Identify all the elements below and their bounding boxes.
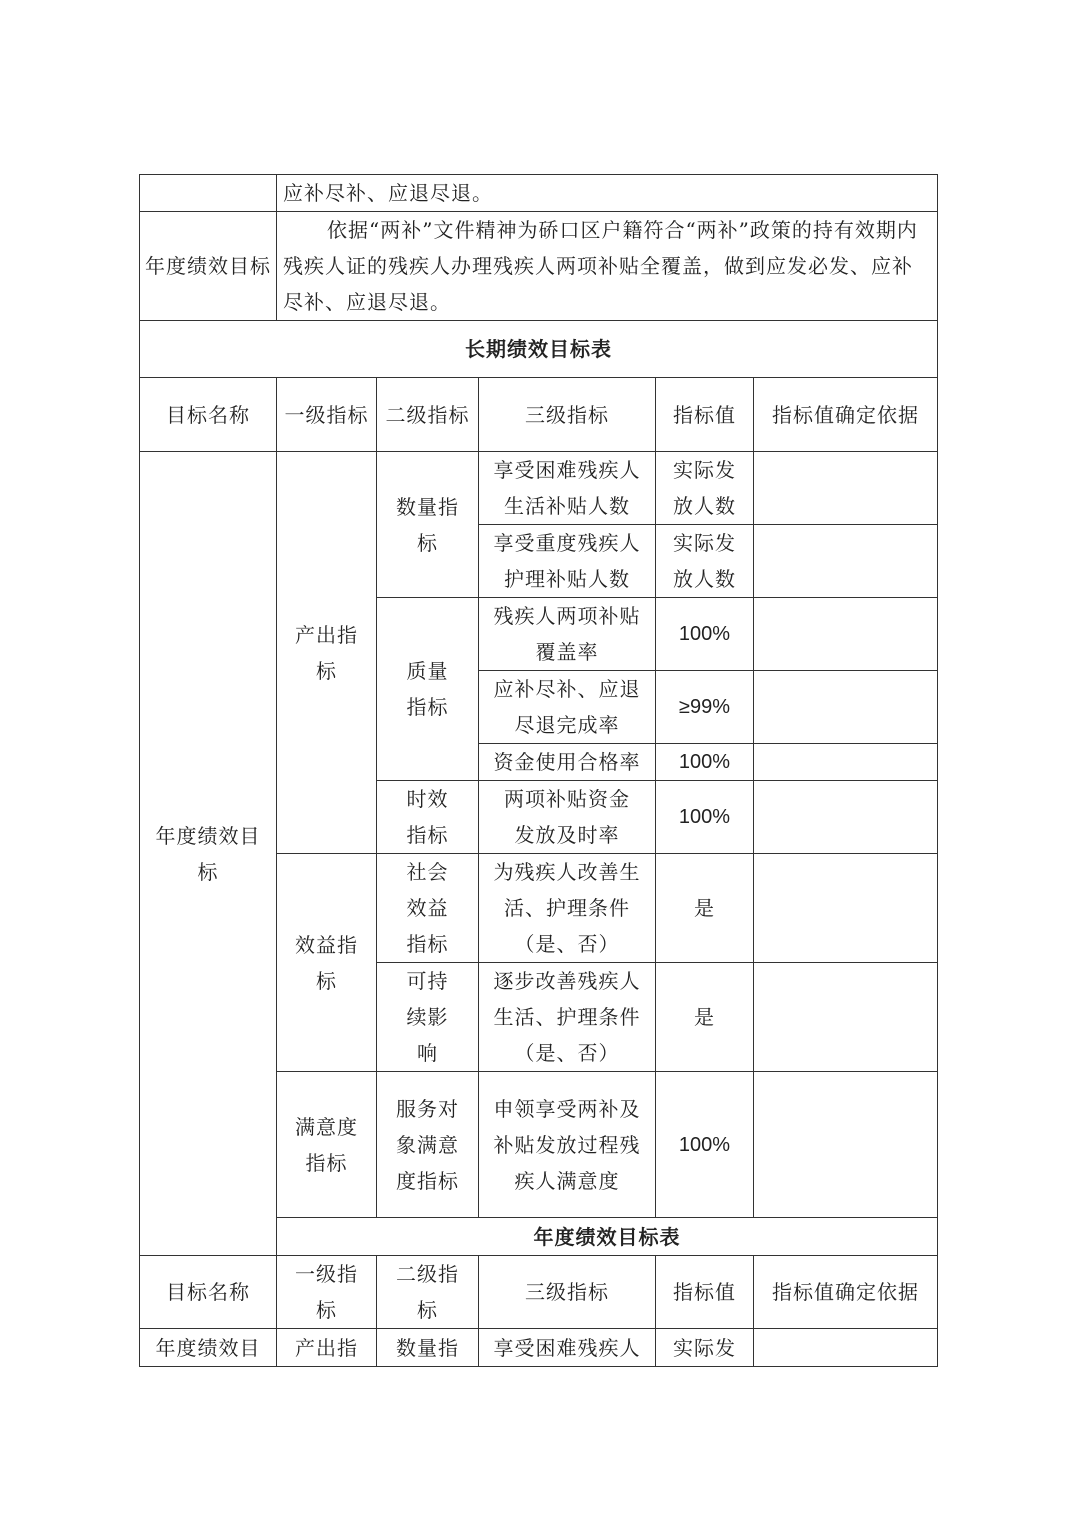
value-cell: ≥99% [656, 671, 754, 744]
partial-level2: 数量指 [377, 1329, 479, 1367]
level1-benefit: 效益指标 [277, 854, 377, 1072]
level2-quality: 质量指标 [377, 598, 479, 781]
value-cell: 实际发放人数 [656, 525, 754, 598]
header-target-name: 目标名称 [140, 378, 277, 452]
level3-cell: 残疾人两项补贴覆盖率 [479, 598, 656, 671]
level2-quantity: 数量指标 [377, 452, 479, 598]
long-term-table-title: 长期绩效目标表 [140, 321, 938, 378]
basis-cell [754, 744, 938, 781]
basis-cell [754, 452, 938, 525]
level2-social: 社会效益指标 [377, 854, 479, 963]
basis-cell [754, 1072, 938, 1218]
value-cell: 是 [656, 963, 754, 1072]
level2-service: 服务对象满意度指标 [377, 1072, 479, 1218]
level3-cell: 逐步改善残疾人生活、护理条件（是、否） [479, 963, 656, 1072]
header-level2: 二级指标 [377, 378, 479, 452]
basis-cell [754, 963, 938, 1072]
basis-cell [754, 671, 938, 744]
header-level3: 三级指标 [479, 378, 656, 452]
level3-cell: 两项补贴资金发放及时率 [479, 781, 656, 854]
header-basis: 指标值确定依据 [754, 378, 938, 452]
level3-cell: 享受困难残疾人生活补贴人数 [479, 452, 656, 525]
header-value: 指标值 [656, 1256, 754, 1329]
empty-label-cell [140, 175, 277, 212]
header-level1: 一级指标 [277, 1256, 377, 1329]
annual-table-title: 年度绩效目标表 [277, 1218, 938, 1256]
level3-cell: 资金使用合格率 [479, 744, 656, 781]
header-level3: 三级指标 [479, 1256, 656, 1329]
value-cell: 100% [656, 744, 754, 781]
partial-basis [754, 1329, 938, 1367]
annual-target-text: 依据“两补”文件精神为硚口区户籍符合“两补”政策的持有效期内残疾人证的残疾人办理残疾人两项补贴全覆盖，做到应发必发、应补尽补、应退尽退。 [277, 212, 938, 321]
target-name-cell: 年度绩效目标 [140, 452, 277, 1256]
partial-target-name: 年度绩效目 [140, 1329, 277, 1367]
header-target-name: 目标名称 [140, 1256, 277, 1329]
level3-cell: 为残疾人改善生活、护理条件（是、否） [479, 854, 656, 963]
value-cell: 实际发放人数 [656, 452, 754, 525]
level2-timeliness: 时效指标 [377, 781, 479, 854]
partial-level3: 享受困难残疾人 [479, 1329, 656, 1367]
annual-target-label: 年度绩效目标 [140, 212, 277, 321]
header-value: 指标值 [656, 378, 754, 452]
header-basis: 指标值确定依据 [754, 1256, 938, 1329]
header-level1: 一级指标 [277, 378, 377, 452]
value-cell: 100% [656, 781, 754, 854]
basis-cell [754, 854, 938, 963]
level1-output: 产出指标 [277, 452, 377, 854]
value-cell: 100% [656, 1072, 754, 1218]
level1-satisfaction: 满意度指标 [277, 1072, 377, 1218]
basis-cell [754, 598, 938, 671]
partial-level1: 产出指 [277, 1329, 377, 1367]
level3-cell: 应补尽补、应退尽退完成率 [479, 671, 656, 744]
value-cell: 是 [656, 854, 754, 963]
level3-cell: 申领享受两补及补贴发放过程残疾人满意度 [479, 1072, 656, 1218]
basis-cell [754, 525, 938, 598]
partial-value: 实际发 [656, 1329, 754, 1367]
level2-sustain: 可持续影响 [377, 963, 479, 1072]
continuation-text: 应补尽补、应退尽退。 [277, 175, 938, 212]
performance-table [139, 174, 938, 1367]
value-cell: 100% [656, 598, 754, 671]
level3-cell: 享受重度残疾人护理补贴人数 [479, 525, 656, 598]
header-level2: 二级指标 [377, 1256, 479, 1329]
basis-cell [754, 781, 938, 854]
